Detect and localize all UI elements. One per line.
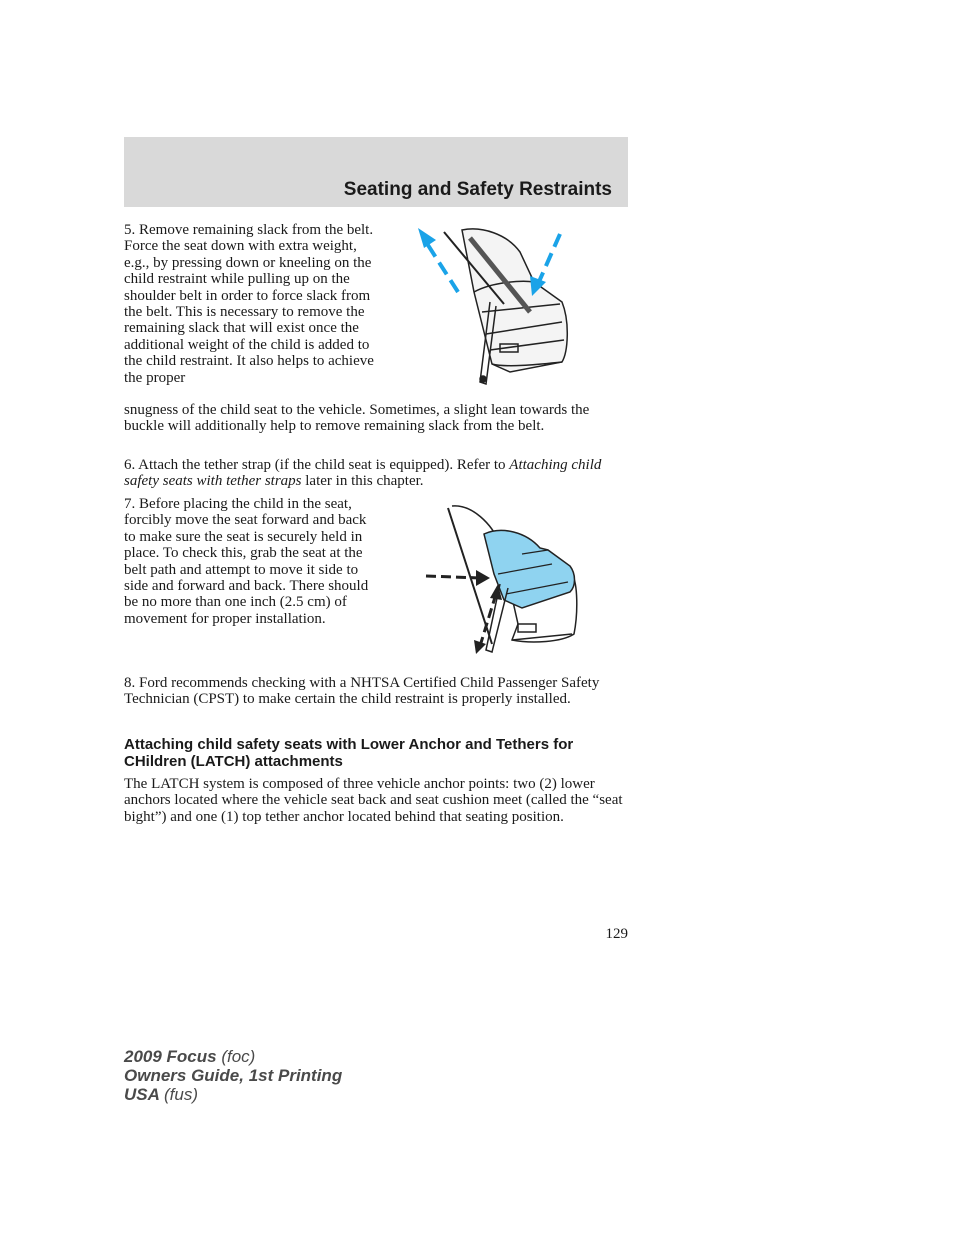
page-number: 129 (605, 926, 628, 942)
footer-line-3 (124, 1085, 342, 1104)
footer-market-code: (fus) (164, 1085, 198, 1104)
step-6-prefix: 6. Attach the tether strap (if the child seat is equipped). Refer to (124, 457, 506, 473)
section-title: Seating and Safety Restraints (343, 179, 612, 200)
child-seat-movement-check-illustration (422, 504, 582, 656)
step-5-continued-text: snugness of the child seat to the vehicle. Sometimes, a slight lean towards the buckle will additionally help to remove remaining slack from the belt. (124, 402, 590, 435)
step-6-suffix: later in this chapter. (305, 473, 424, 490)
step-5-text: 5. Remove remaining slack from the belt. Force the seat down with extra weight, e.g., by pressing down or kneeling on the child restraint while pulling up on the shoulder belt in order to force slack from the belt. This is necessary to remove the remaining slack that will exist once the additional weight of the child is added to the child restraint. It also helps to achieve the proper (124, 222, 374, 386)
step-6-link-reference: Attaching child safety seats with tether straps (124, 457, 602, 490)
step-6-text (124, 457, 629, 490)
step-7-text: 7. Before placing the child in the seat, forcibly move the seat forward and back to make sure the seat is securely held in place. To check this, grab the seat at the belt path and attempt to move it side to side and forward and back. There should be no more than one inch (2.5 cm) of movement for proper installation. (124, 496, 369, 627)
child-seat-slack-illustration (412, 222, 574, 388)
latch-section-heading: Attaching child safety seats with Lower Anchor and Tethers for CHildren (LATCH) attachments (124, 736, 574, 770)
footer-line-1 (124, 1047, 342, 1066)
step-8-text: 8. Ford recommends checking with a NHTSA Certified Child Passenger Safety Technician (CPST) to make certain the child restraint is properly installed. (124, 675, 600, 708)
footer-line-2: Owners Guide, 1st Printing (124, 1066, 343, 1085)
footer-market: USA (124, 1085, 160, 1104)
footer-model: 2009 Focus (124, 1047, 217, 1066)
latch-section-body: The LATCH system is composed of three vehicle anchor points: two (2) lower anchors located where the vehicle seat back and seat cushion meet (called the “seat bight”) and one (1) top tether anchor located behind that seating position. (124, 776, 623, 825)
document-footer (124, 1047, 342, 1104)
footer-model-code: (foc) (221, 1047, 256, 1066)
section-header-band (124, 137, 628, 207)
